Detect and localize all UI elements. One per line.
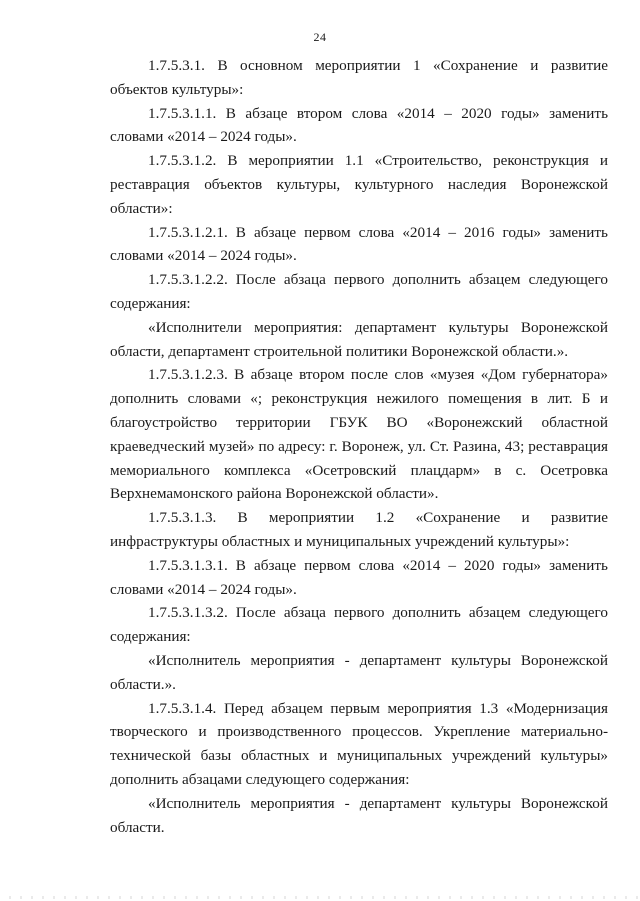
document-body [110,54,608,839]
quoted-executor-paragraph-2: «Исполнитель мероприятия - департамент культуры Воронежской области. [110,794,608,836]
quoted-executor-paragraph: «Исполнитель мероприятия - департамент культуры Воронежской области.». [110,651,608,693]
quoted-executors-paragraph: «Исполнители мероприятия: департамент культуры Воронежской области, департамент строительной политики Воронежской области.». [110,318,608,360]
scan-edge-artifact [0,896,640,899]
paragraph-1-7-5-3-1-2-3: 1.7.5.3.1.2.3. В абзаце втором после слов «музея «Дом губернатора» дополнить словами «; реконструкция нежилого помещения в лит. Б и благоустройство территории ГБУК ВО «Воронежский областной краеведческий музей» по адресу: г. Воронеж, ул. Ст. Разина, 43; реставрация мемориального комплекса «Осетровский плацдарм» в с. Осетровка Верхнемамонского района Воронежской области». [110,366,608,503]
paragraph-1-7-5-3-1-3: 1.7.5.3.1.3. В мероприятии 1.2 «Сохранение и развитие инфраструктуры областных и муниципальных учреждений культуры»: [110,509,608,550]
paragraph-1-7-5-3-1-1: 1.7.5.3.1.1. В абзаце втором слова «2014 – 2020 годы» заменить словами «2014 – 2024 годы». [110,104,608,146]
paragraph-1-7-5-3-1-4: 1.7.5.3.1.4. Перед абзацем первым мероприятия 1.3 «Модернизация творческого и производственного процессов. Укрепление материально-технической базы областных и муниципальных учреждений культуры» дополнить абзацами следующего содержания: [110,699,608,788]
paragraph-1-7-5-3-1-2-1: 1.7.5.3.1.2.1. В абзаце первом слова «2014 – 2016 годы» заменить словами «2014 – 2024 годы». [110,223,608,265]
paragraph-1-7-5-3-1: 1.7.5.3.1. В основном мероприятии 1 «Сохранение и развитие объектов культуры»: [110,57,608,98]
paragraph-1-7-5-3-1-3-2: 1.7.5.3.1.3.2. После абзаца первого дополнить абзацем следующего содержания: [110,604,608,646]
paragraph-1-7-5-3-1-3-1: 1.7.5.3.1.3.1. В абзаце первом слова «2014 – 2020 годы» заменить словами «2014 – 2024 годы». [110,556,608,598]
paragraph-1-7-5-3-1-2-2: 1.7.5.3.1.2.2. После абзаца первого дополнить абзацем следующего содержания: [110,271,608,312]
paragraph-1-7-5-3-1-2: 1.7.5.3.1.2. В мероприятии 1.1 «Строительство, реконструкция и реставрация объектов культуры, культурного наследия Воронежской области»: [110,152,608,217]
page-number: 24 [313,30,327,44]
